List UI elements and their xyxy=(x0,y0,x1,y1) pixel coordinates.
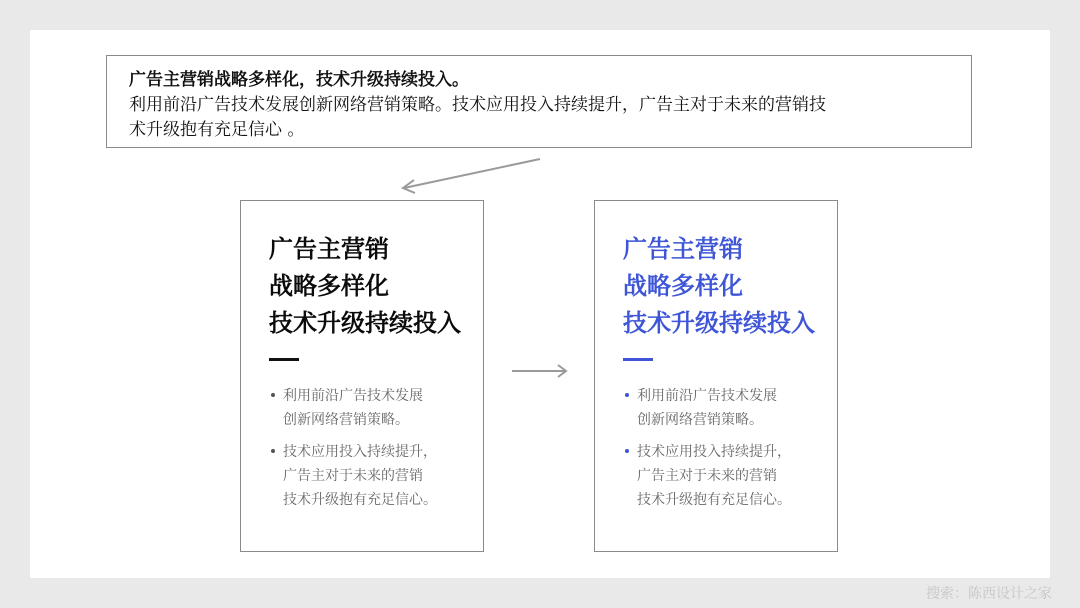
bullet-line: 广告主对于未来的营销 xyxy=(283,468,423,484)
heading-divider xyxy=(269,358,299,361)
summary-body-line-1: 利用前沿广告技术发展创新网络营销策略。技术应用投入持续提升，广告主对于未来的营销技 xyxy=(129,95,826,115)
bullet-item xyxy=(269,384,479,432)
bullet-line: 技术升级抱有充足信心。 xyxy=(637,492,791,508)
bullet-dot-icon xyxy=(271,393,275,397)
bullet-item xyxy=(623,384,833,432)
bullet-line: 技术升级抱有充足信心。 xyxy=(283,492,437,508)
bullet-line: 利用前沿广告技术发展 xyxy=(637,388,777,404)
bullet-line: 技术应用投入持续提升， xyxy=(637,444,791,460)
arrow-left-down-icon xyxy=(403,159,540,193)
bullet-item xyxy=(269,440,479,512)
bullet-line: 创新网络营销策略。 xyxy=(637,412,763,428)
card-improved xyxy=(594,200,838,552)
bullet-item xyxy=(623,440,833,512)
arrow-right-icon xyxy=(512,365,566,377)
bullet-dot-icon xyxy=(625,449,629,453)
bullet-dot-icon xyxy=(271,449,275,453)
card-original xyxy=(240,200,484,552)
bullet-line: 利用前沿广告技术发展 xyxy=(283,388,423,404)
summary-body-line-2: 术升级抱有充足信心 。 xyxy=(129,120,305,140)
card-heading-line: 战略多样化 xyxy=(269,272,389,300)
card-heading-line: 广告主营销 xyxy=(623,235,743,263)
card-heading-line: 技术升级持续投入 xyxy=(623,309,815,337)
card-heading-line: 战略多样化 xyxy=(623,272,743,300)
bullet-line: 创新网络营销策略。 xyxy=(283,412,409,428)
summary-title: 广告主营销战略多样化，技术升级持续投入。 xyxy=(129,70,469,90)
card-heading xyxy=(623,231,815,342)
heading-divider xyxy=(623,358,653,361)
bullet-line: 广告主对于未来的营销 xyxy=(637,468,777,484)
bullet-list xyxy=(623,384,833,520)
bullet-line: 技术应用投入持续提升， xyxy=(283,444,437,460)
card-heading-line: 技术升级持续投入 xyxy=(269,309,461,337)
bullet-list xyxy=(269,384,479,520)
card-heading xyxy=(269,231,461,342)
bullet-dot-icon xyxy=(625,393,629,397)
card-heading-line: 广告主营销 xyxy=(269,235,389,263)
watermark: 搜索：陈西设计之家 xyxy=(926,586,1052,602)
